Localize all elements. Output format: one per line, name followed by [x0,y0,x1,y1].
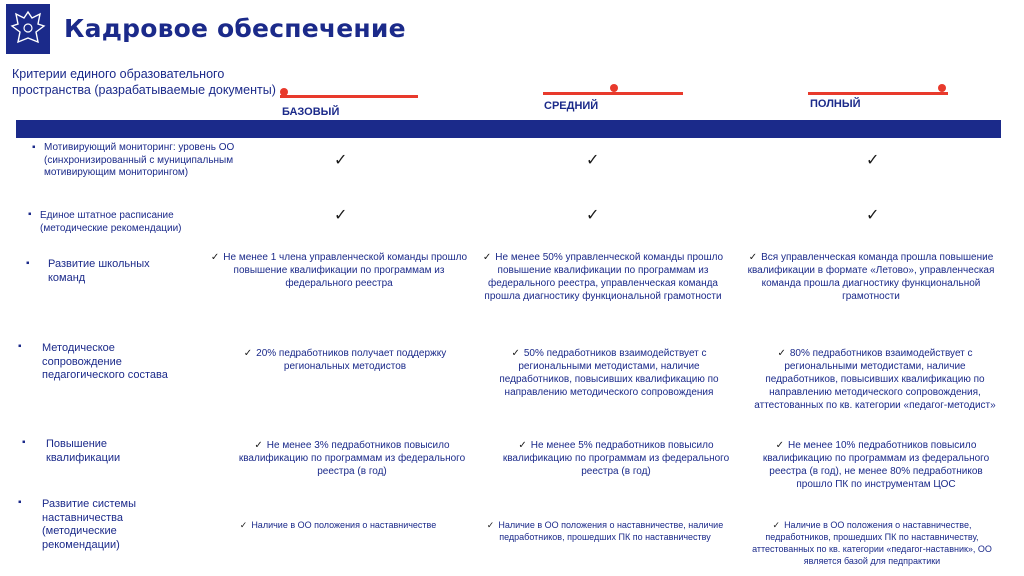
row-label-staffing: Единое штатное расписание (методические рекомендации) [40,210,182,234]
check-icon: ✓ [511,348,520,359]
cell-qualification-basic: ✓ Не менее 3% педработников повысило квалификацию по программам из федерального реестра (в год) [238,440,466,477]
check-icon: ✓ [748,252,758,263]
check-icon: ✓ [866,152,880,169]
cell-methodical-full: ✓ 80% педработников взаимодействует с региональными методистами, наличие педработников, повысивших квалификацию по направлению методического сопровождения, аттестованных по кв. категории «педагог-методист» [754,348,996,411]
row-label-mentoring: Развитие системы наставничества (методические рекомендации) [42,498,136,551]
bullet-icon: ▪ [18,341,22,352]
cell-qualification-medium: ✓ Не менее 5% педработников повысило квалификацию по программам из федерального реестра (в год) [502,440,730,477]
bullet-icon: ▪ [22,437,26,448]
eagle-icon [6,4,50,54]
check-icon: ✓ [482,252,492,263]
row-label-methodical: Методическое сопровождение педагогического состава [42,342,168,381]
bullet-icon: ▪ [26,258,30,269]
level-basic: БАЗОВЫЙ [282,106,340,118]
cell-teams-basic: ✓ Не менее 1 члена управленческой команды прошло повышение квалификации по программам из федерального реестра [210,252,468,289]
emblem-logo [6,4,50,54]
check-icon: ✓ [243,348,253,359]
check-icon: ✓ [210,252,220,263]
row-label-teams: Развитие школьных команд [48,258,150,284]
check-icon: ✓ [586,152,600,169]
criteria-label: Критерии единого образовательного пространства (разрабатываемые документы) [12,67,276,97]
level-line-full [808,92,948,95]
cell-mentoring-medium: ✓ Наличие в ОО положения о наставничестве, наличие педработников, прошедших ПК по наставничеству [486,520,724,542]
check-icon: ✓ [254,440,263,451]
check-icon: ✓ [777,348,786,359]
bullet-icon: ▪ [18,497,22,508]
cell-methodical-medium: ✓ 50% педработников взаимодействует с региональными методистами, наличие педработников, повысивших квалификацию по направлению методического сопровождения [499,348,719,398]
header-band [16,120,1001,138]
check-icon: ✓ [866,207,880,224]
cell-mentoring-basic: ✓ Наличие в ОО положения о наставничестве [239,520,437,530]
check-icon: ✓ [518,440,527,451]
cell-teams-medium: ✓ Не менее 50% управленческой команды прошло повышение квалификации по программам из федерального реестра, управленческая команда прошла диагностику функциональной грамотности [482,252,724,302]
level-full: ПОЛНЫЙ [810,98,861,110]
check-icon: ✓ [486,520,495,530]
cell-teams-full: ✓ Вся управленческая команда прошла повышение квалификации в формате «Летово», управленческая команда прошла диагностику функциональной грамотности [747,252,995,302]
level-marker-medium [610,84,618,92]
bullet-icon: ▪ [32,142,36,153]
page-title: Кадровое обеспечение [64,14,406,43]
cell-qualification-full: ✓ Не менее 10% педработников повысило квалификацию по программам из федерального реестра (в год), не менее 80% педработников прошло ПК по инструментам ЦОС [762,440,990,490]
check-icon: ✓ [334,152,348,169]
row-label-monitoring: Мотивирующий мониторинг: уровень ОО (синхронизированный с муниципальным мотивирующим мониторингом) [44,142,235,178]
bullet-icon: ▪ [28,209,32,220]
level-marker-full [938,84,946,92]
cell-mentoring-full: ✓ Наличие в ОО положения о наставничестве, педработников, прошедших ПК по наставничеству, аттестованных по кв. категории «педагог-наставник», ОО является базой для педпрактики [752,520,992,566]
row-label-qualification: Повышение квалификации [46,438,121,464]
level-line-medium [543,92,683,95]
check-icon: ✓ [586,207,600,224]
cell-methodical-basic: ✓ 20% педработников получает поддержку региональных методистов [243,348,447,372]
check-icon: ✓ [239,520,248,530]
check-icon: ✓ [772,520,781,530]
check-icon: ✓ [775,440,784,451]
level-medium: СРЕДНИЙ [544,100,599,112]
check-icon: ✓ [334,207,348,224]
level-line-basic [280,95,418,98]
